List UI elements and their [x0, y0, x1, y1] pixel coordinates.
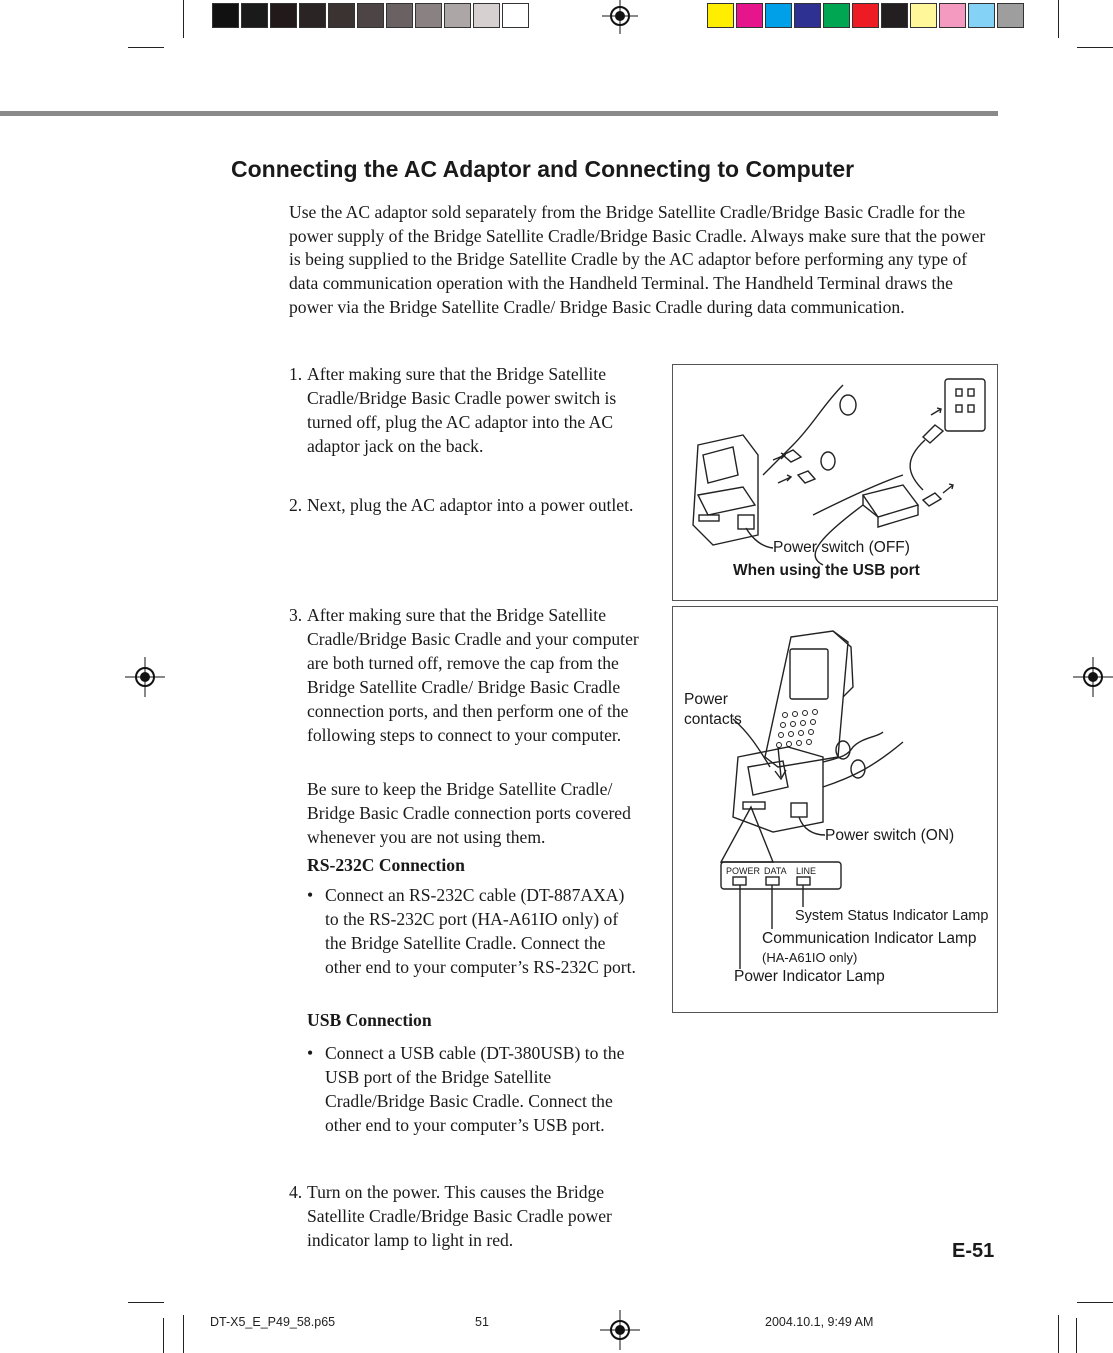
calibration-swatch: [241, 3, 268, 28]
calibration-swatch: [444, 3, 471, 28]
calibration-swatch: [386, 3, 413, 28]
step-text: Next, plug the AC adaptor into a power outlet.: [307, 495, 634, 515]
figure-computer-connection: [672, 606, 998, 1013]
usb-heading: USB Connection: [307, 1010, 432, 1030]
step-number: 2.: [289, 495, 303, 515]
step-2: [289, 493, 649, 517]
calibration-swatch: [794, 3, 821, 28]
calibration-swatch: [415, 3, 442, 28]
registration-target-icon: [600, 1310, 640, 1350]
power-contacts-label-line2: contacts: [684, 711, 742, 728]
step-1: [289, 362, 649, 458]
usb-bullet: [307, 1041, 637, 1137]
registration-target-icon: [125, 657, 165, 697]
system-status-lamp-label: System Status Indicator Lamp: [795, 908, 989, 924]
step-4: [289, 1180, 649, 1252]
rs232-bullet: [307, 883, 637, 979]
step-text: After making sure that the Bridge Satellite Cradle/Bridge Basic Cradle and your computer are both turned off, remove the cap from the Bridge Satellite Cradle/ Bridge Basic Cradle connection ports, and then perform one of the following steps to connect to your computer.: [307, 605, 639, 745]
step-3-note: Be sure to keep the Bridge Satellite Cradle/ Bridge Basic Cradle connection ports covered whenever you are not using them.: [307, 779, 631, 847]
calibration-swatch: [910, 3, 937, 28]
power-switch-on-label: Power switch (ON): [825, 827, 955, 844]
bullet-icon: •: [307, 885, 314, 905]
section-title: Connecting the AC Adaptor and Connecting to Computer: [231, 156, 855, 182]
panel-label-data: DATA: [764, 866, 787, 876]
calibration-swatch: [939, 3, 966, 28]
calibration-swatch: [997, 3, 1024, 28]
header-rule: [0, 111, 998, 116]
calibration-swatch: [852, 3, 879, 28]
figure-caption: When using the USB port: [733, 562, 920, 579]
step-text: Turn on the power. This causes the Bridge Satellite Cradle/Bridge Basic Cradle power indicator lamp to light in red.: [307, 1182, 612, 1250]
intro-paragraph: Use the AC adaptor sold separately from the Bridge Satellite Cradle/Bridge Basic Cradle for the power supply of the Bridge Satellite Cradle/Bridge Basic Cradle. Always make sure that the power is being supplied to the Bridge Satellite Cradle by the AC adaptor before performing any type of data communication operation with the Handheld Terminal. The Handheld Terminal draws the power via the Bridge Satellite Cradle/ Bridge Basic Cradle during data communication.: [289, 202, 986, 317]
step-text: After making sure that the Bridge Satellite Cradle/Bridge Basic Cradle power switch is turned off, plug the AC adaptor into the AC adaptor jack on the back.: [307, 364, 617, 456]
figure-usb-connection: [672, 364, 998, 601]
calibration-swatch: [502, 3, 529, 28]
rs232-heading: RS-232C Connection: [307, 855, 465, 875]
step-number: 1.: [289, 364, 303, 384]
calibration-swatch: [968, 3, 995, 28]
registration-target-icon: [1073, 657, 1113, 697]
calibration-swatch: [212, 3, 239, 28]
calibration-swatch: [328, 3, 355, 28]
bullet-text: Connect a USB cable (DT-380USB) to the USB port of the Bridge Satellite Cradle/Bridge Basic Cradle. Connect the other end to your computer’s USB port.: [325, 1043, 625, 1135]
bullet-icon: •: [307, 1043, 314, 1063]
footer-filename: DT-X5_E_P49_58.p65: [210, 1315, 336, 1329]
calibration-swatch: [357, 3, 384, 28]
calibration-swatch: [299, 3, 326, 28]
communication-lamp-label: Communication Indicator Lamp: [762, 930, 977, 947]
footer-page: 51: [475, 1315, 489, 1329]
bullet-text: Connect an RS-232C cable (DT-887AXA) to the RS-232C port (HA-A61IO only) of the Bridge Satellite Cradle. Connect the other end to your computer’s RS-232C port.: [325, 885, 636, 977]
calibration-swatch: [765, 3, 792, 28]
step-number: 3.: [289, 605, 303, 625]
registration-target-icon: [600, 0, 640, 34]
calibration-swatch: [881, 3, 908, 28]
communication-lamp-note: (HA-A61IO only): [762, 950, 858, 965]
panel-label-line: LINE: [796, 866, 817, 876]
power-lamp-label: Power Indicator Lamp: [734, 968, 885, 985]
page-number: E-51: [952, 1240, 995, 1262]
calibration-swatch: [823, 3, 850, 28]
step-number: 4.: [289, 1182, 303, 1202]
power-switch-off-label: Power switch (OFF): [773, 539, 910, 556]
power-contacts-label-line1: Power: [684, 691, 728, 708]
calibration-swatch: [473, 3, 500, 28]
footer-date: 2004.10.1, 9:49 AM: [765, 1315, 874, 1329]
step-3: [289, 603, 649, 747]
calibration-swatch: [736, 3, 763, 28]
panel-label-power: POWER: [726, 866, 761, 876]
calibration-swatch: [270, 3, 297, 28]
calibration-swatch: [707, 3, 734, 28]
